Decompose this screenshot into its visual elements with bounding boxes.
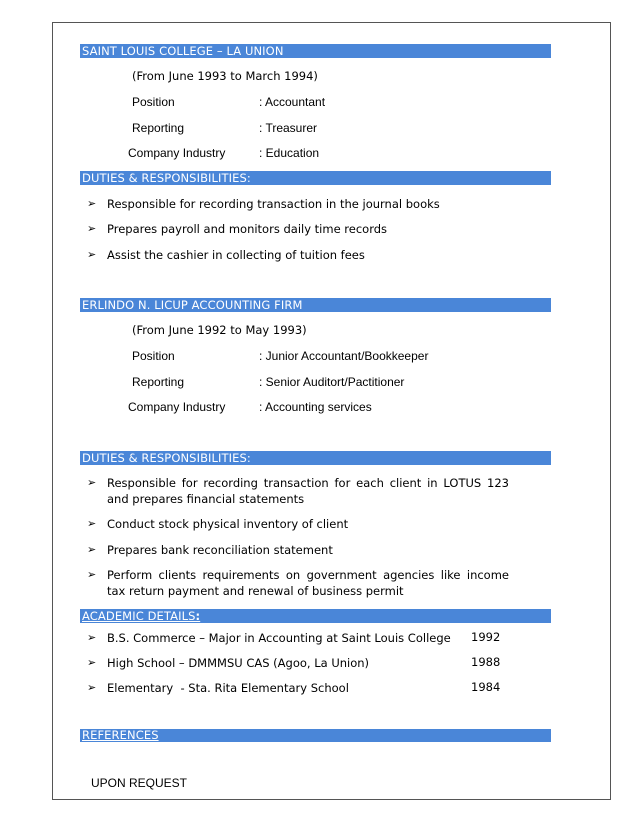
job2-duties-header-text: DUTIES & RESPONSIBILITIES: xyxy=(82,451,251,465)
bullet-icon: ➢ xyxy=(87,543,97,556)
bullet-icon: ➢ xyxy=(87,631,97,644)
academic-year: 1984 xyxy=(471,680,501,694)
academic-year: 1992 xyxy=(471,630,501,644)
job2-industry-value: : Accounting services xyxy=(259,400,372,414)
job2-duty-item: Responsible for recording transaction for each client in LOTUS 123 and prepares financial statements xyxy=(107,476,509,506)
job2-period: (From June 1992 to May 1993) xyxy=(132,323,307,337)
bullet-icon: ➢ xyxy=(87,656,97,669)
job1-company-name: SAINT LOUIS COLLEGE – LA UNION xyxy=(82,44,284,58)
job1-period: (From June 1993 to March 1994) xyxy=(132,69,318,83)
job1-duty-item: Prepares payroll and monitors daily time records xyxy=(107,222,388,236)
job1-reporting-label: Reporting xyxy=(132,121,185,135)
job2-duty-item: Conduct stock physical inventory of client xyxy=(107,517,349,531)
job2-industry-label: Company Industry xyxy=(128,400,226,414)
job1-duties-header-text: DUTIES & RESPONSIBILITIES: xyxy=(82,171,251,185)
job1-duty-item: Responsible for recording transaction in the journal books xyxy=(107,197,440,211)
bullet-icon: ➢ xyxy=(87,222,97,235)
bullet-icon: ➢ xyxy=(87,197,97,210)
bullet-icon: ➢ xyxy=(87,476,97,489)
bullet-icon: ➢ xyxy=(87,517,97,530)
academic-header-text: ACADEMIC DETAILS xyxy=(82,609,196,623)
job1-company-header xyxy=(80,44,551,58)
academic-header xyxy=(80,609,551,623)
bullet-icon: ➢ xyxy=(87,248,97,261)
academic-year: 1988 xyxy=(471,655,501,669)
academic-item: Elementary - Sta. Rita Elementary School xyxy=(107,681,349,695)
job2-duties-header xyxy=(80,451,551,465)
job1-duty-item: Assist the cashier in collecting of tuition fees xyxy=(107,248,365,262)
job1-reporting-value: : Treasurer xyxy=(259,121,318,135)
job1-position-value: : Accountant xyxy=(259,95,326,109)
job1-duties-header xyxy=(80,171,551,185)
job2-duty-item: Prepares bank reconciliation statement xyxy=(107,543,333,557)
job2-position-value: : Junior Accountant/Bookkeeper xyxy=(259,349,429,363)
references-header-text: REFERENCES xyxy=(82,728,159,742)
job2-company-header xyxy=(80,298,551,312)
references-value: UPON REQUEST xyxy=(91,776,188,790)
job1-position-label: Position xyxy=(132,95,175,109)
bullet-icon: ➢ xyxy=(87,568,97,581)
job2-reporting-value: : Senior Auditort/Pactitioner xyxy=(259,375,405,389)
academic-header-colon: : xyxy=(195,609,201,623)
academic-item: High School – DMMMSU CAS (Agoo, La Union) xyxy=(107,656,370,670)
job2-position-label: Position xyxy=(132,349,175,363)
job2-duty-item: Perform clients requirements on government agencies like income tax return payment and renewal of business permit xyxy=(107,568,509,598)
references-header xyxy=(80,729,551,742)
job2-company-name: ERLINDO N. LICUP ACCOUNTING FIRM xyxy=(82,298,303,312)
bullet-icon: ➢ xyxy=(87,681,97,694)
academic-item: B.S. Commerce – Major in Accounting at Saint Louis College xyxy=(107,631,451,645)
job1-industry-value: : Education xyxy=(259,146,320,160)
job2-reporting-label: Reporting xyxy=(132,375,185,389)
job1-industry-label: Company Industry xyxy=(128,146,226,160)
